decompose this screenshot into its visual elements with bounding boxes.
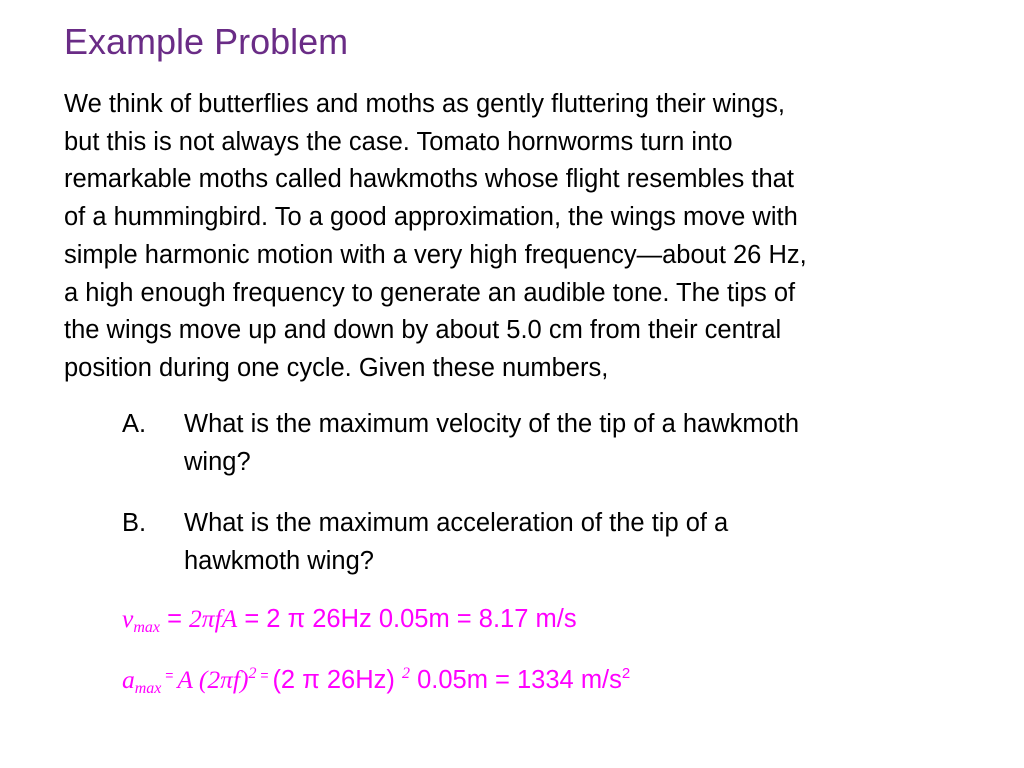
acceleration-open: (2 π 26Hz)	[272, 666, 402, 694]
formula-exponent: 2	[248, 665, 257, 682]
unit-exponent: 2	[621, 665, 631, 682]
square-exponent: 2	[401, 665, 410, 682]
velocity-equation	[122, 604, 577, 637]
question-a	[122, 406, 982, 481]
equals-sign: =	[159, 605, 190, 633]
acceleration-equation	[122, 665, 630, 698]
paragraph-line: a high enough frequency to generate an audible tone. The tips of	[64, 278, 796, 307]
acceleration-subscript: max	[134, 680, 162, 697]
slide-title: Example Problem	[64, 21, 349, 62]
equals-sign: =	[237, 605, 267, 633]
paragraph-line: of a hummingbird. To a good approximation, the wings move with	[64, 203, 798, 232]
velocity-subscript: max	[133, 619, 160, 636]
velocity-result: 2 π 26Hz 0.05m = 8.17 m/s	[266, 605, 577, 633]
question-b-text	[184, 505, 982, 580]
paragraph-line: but this is not always the case. Tomato hornworms turn into	[64, 127, 733, 156]
paragraph-line: position during one cycle. Given these numbers,	[64, 353, 609, 382]
paragraph-line: remarkable moths called hawkmoths whose flight resembles that	[64, 165, 794, 194]
paragraph-line: We think of butterflies and moths as gently fluttering their wings,	[64, 90, 785, 118]
acceleration-formula: A (2πf)	[177, 665, 249, 694]
equals-sign: =	[256, 667, 273, 683]
velocity-formula: 2πfA	[189, 604, 238, 633]
question-a-line: wing?	[184, 447, 251, 476]
acceleration-symbol: a	[122, 665, 135, 694]
question-b-letter: B.	[122, 509, 147, 537]
question-a-text	[184, 406, 982, 481]
equals-sign: =	[161, 667, 178, 683]
problem-paragraph	[64, 86, 994, 388]
paragraph-line: simple harmonic motion with a very high frequency—about 26 Hz,	[64, 240, 807, 269]
acceleration-result: 0.05m = 1334 m/s	[409, 666, 622, 694]
paragraph-line: the wings move up and down by about 5.0 cm from their central	[64, 316, 782, 345]
velocity-symbol: v	[122, 604, 134, 633]
question-b-line: What is the maximum acceleration of the tip of a	[184, 509, 729, 537]
question-b-line: hawkmoth wing?	[184, 546, 374, 575]
question-a-letter: A.	[122, 410, 147, 438]
question-b	[122, 505, 982, 580]
question-a-line: What is the maximum velocity of the tip of a hawkmoth	[184, 410, 800, 438]
